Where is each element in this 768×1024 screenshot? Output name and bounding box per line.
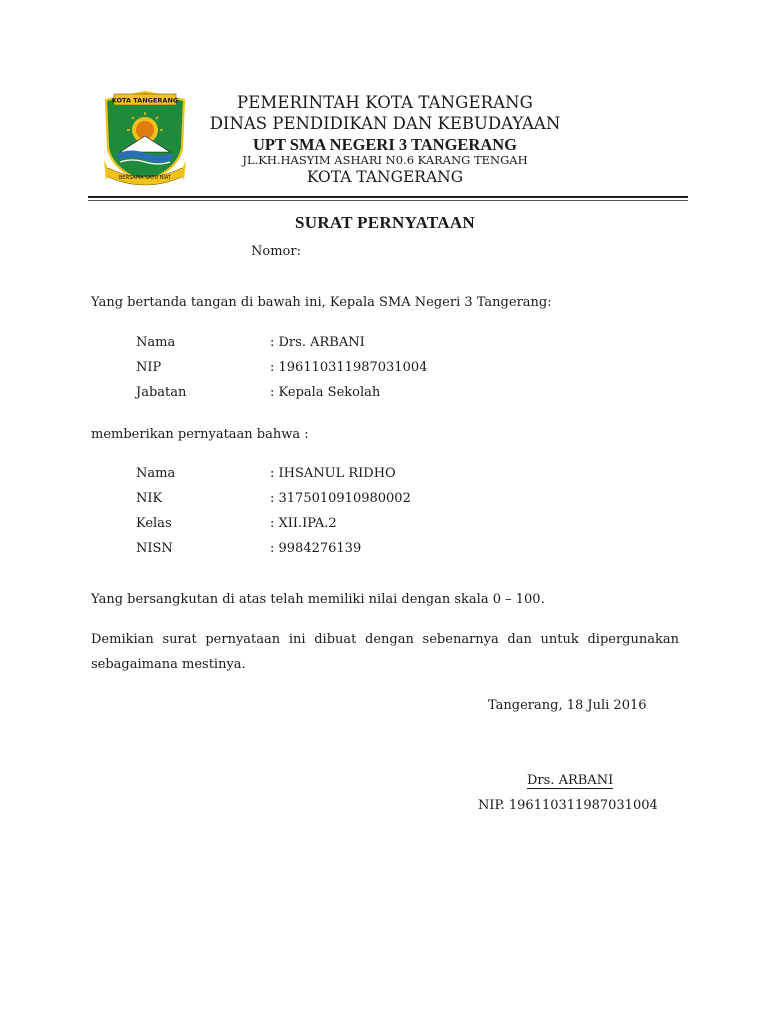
letterhead-department: DINAS PENDIDIKAN DAN KEBUDAYAAN bbox=[209, 114, 561, 133]
place-date: Tangerang, 18 Juli 2016 bbox=[488, 698, 647, 713]
letterhead-city: KOTA TANGERANG bbox=[306, 168, 464, 186]
signer-name-value: : Drs. ARBANI bbox=[270, 335, 365, 350]
emblem-ribbon-text: BERSAMA SATU NIAT bbox=[119, 175, 171, 181]
student-class-label: Kelas bbox=[136, 516, 172, 531]
statement-intro: memberikan pernyataan bahwa : bbox=[91, 427, 309, 442]
statement-text: Yang bersangkutan di atas telah memiliki nilai dengan skala 0 – 100. bbox=[91, 592, 545, 607]
signer-name-label: Nama bbox=[136, 335, 176, 350]
letterhead-divider bbox=[88, 196, 688, 198]
closing-line-1: Demikian surat pernyataan ini dibuat dengan sebenarnya dan untuk dipergunakan bbox=[91, 632, 679, 647]
document-number: Nomor: bbox=[251, 244, 301, 259]
signer-name-underlined: Drs. ARBANI bbox=[527, 773, 614, 788]
letterhead-divider-thin bbox=[88, 200, 688, 201]
signer-position-value: : Kepala Sekolah bbox=[270, 385, 381, 400]
letterhead-address: JL.KH.HASYIM ASHARI N0.6 KARANG TENGAH bbox=[242, 153, 528, 167]
intro-paragraph: Yang bertanda tangan di bawah ini, Kepala SMA Negeri 3 Tangerang: bbox=[91, 295, 552, 310]
signer-nip-value: : 196110311987031004 bbox=[270, 360, 428, 375]
letterhead-government: PEMERINTAH KOTA TANGERANG bbox=[237, 93, 533, 112]
signer-signature-name bbox=[527, 773, 613, 788]
student-nisn-value: : 9984276139 bbox=[270, 541, 362, 556]
student-class-value: : XII.IPA.2 bbox=[270, 516, 337, 531]
letterhead-school-text: UPT SMA NEGERI 3 TANGERANG bbox=[252, 135, 518, 154]
signer-nip: NIP. 196110311987031004 bbox=[478, 798, 658, 813]
letterhead-school bbox=[200, 135, 570, 155]
student-nik-label: NIK bbox=[136, 491, 163, 506]
student-nisn-label: NISN bbox=[136, 541, 173, 556]
signer-position-label: Jabatan bbox=[136, 385, 187, 400]
student-name-value: : IHSANUL RIDHO bbox=[270, 466, 396, 481]
document-title: SURAT PERNYATAAN bbox=[294, 213, 476, 232]
signer-nip-label: NIP bbox=[136, 360, 162, 375]
student-name-label: Nama bbox=[136, 466, 176, 481]
emblem-top-text: KOTA TANGERANG bbox=[111, 96, 179, 105]
student-nik-value: : 3175010910980002 bbox=[270, 491, 411, 506]
kota-tangerang-emblem-icon bbox=[102, 90, 188, 188]
closing-line-2: sebagaimana mestinya. bbox=[91, 657, 246, 672]
